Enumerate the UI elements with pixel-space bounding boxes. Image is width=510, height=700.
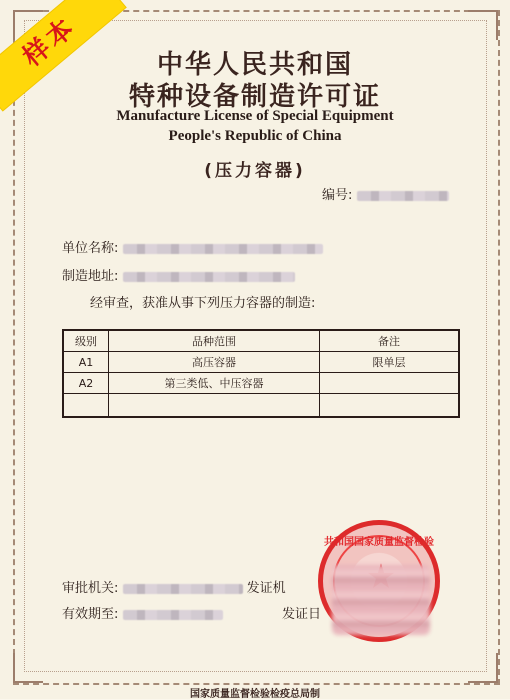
redacted-address (123, 272, 295, 282)
title-cn-line1: 中华人民共和国 (156, 50, 353, 80)
redacted-number (357, 191, 449, 201)
corner-ornament (468, 10, 498, 40)
row1-level: A1 (63, 352, 109, 373)
issue-date-label: 发证日 (282, 607, 322, 622)
table-row (63, 352, 459, 373)
issuer-label: 发证机 (246, 581, 286, 596)
corner-ornament (13, 653, 43, 683)
redacted-unit-name (123, 244, 323, 254)
manufacture-address (62, 265, 295, 284)
validity-date (62, 603, 223, 622)
approval-statement: 经审查，获准从事下列压力容器的制造: (90, 296, 316, 311)
approval-label: 审批机关: (62, 581, 119, 596)
redacted-authority (123, 584, 243, 594)
footer-issuer: 国家质量监督检验检疫总局制 (190, 689, 320, 700)
redacted-validity (123, 610, 223, 620)
seal-text: 共和国国家质量监督检验 (324, 537, 434, 548)
scope-table (62, 329, 460, 418)
approval-authority (62, 577, 286, 596)
title-cn-line2: 特种设备制造许可证 (128, 82, 381, 112)
number-label: 编号: (322, 188, 353, 203)
redacted-seal-area (332, 565, 430, 635)
corner-ornament (468, 653, 498, 683)
table-header-row (63, 330, 459, 352)
title-en-line1: Manufacture License of Special Equipment (116, 108, 394, 124)
header-scope: 品种范围 (109, 330, 320, 352)
header-remark: 备注 (320, 330, 460, 352)
row2-level: A2 (63, 373, 109, 394)
address-label: 制造地址: (62, 269, 119, 284)
unit-name (62, 237, 323, 256)
row2-remark (320, 373, 460, 394)
table-row-blank (63, 394, 459, 418)
validity-label: 有效期至: (62, 607, 119, 622)
row2-scope: 第三类低、中压容器 (109, 373, 320, 394)
row1-remark: 限单层 (320, 352, 460, 373)
table-row (63, 373, 459, 394)
license-number (322, 184, 449, 203)
sample-banner: 样本 (0, 0, 125, 110)
title-en-line2: People's Republic of China (168, 128, 342, 144)
header-level: 级别 (63, 330, 109, 352)
issue-date (282, 603, 321, 622)
subtitle: (压力容器) (204, 161, 306, 181)
row1-scope: 高压容器 (109, 352, 320, 373)
unit-label: 单位名称: (62, 241, 119, 256)
